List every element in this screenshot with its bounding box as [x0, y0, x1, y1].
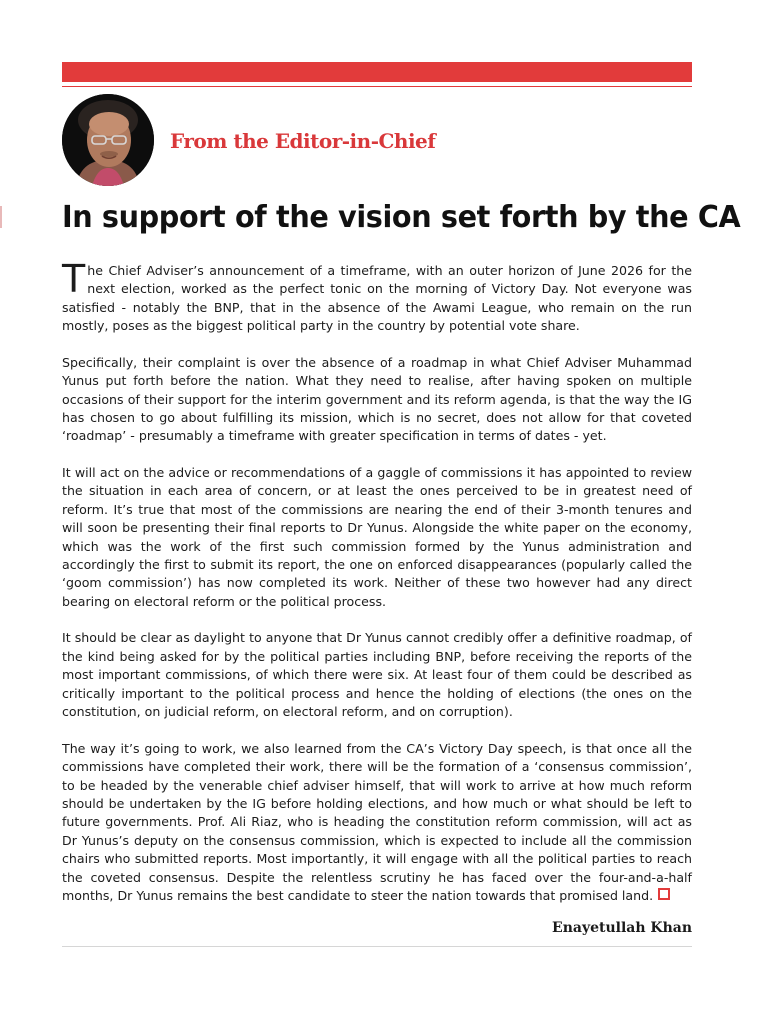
header-accent-rule [62, 86, 692, 87]
article-paragraph-4: It should be clear as daylight to anyone that Dr Yunus cannot credibly offer a definitive roadmap, of the kind being asked for by the political parties including BNP, before receiving the reports of the most important commissions, of which there were six. At least four of them could be described as critically important to the political process and hence the holding of elections (the ones on the constitution, on judicial reform, on electoral reform, and on corruption). [62, 630, 692, 720]
editor-portrait [62, 94, 154, 186]
article-paragraph-3: It will act on the advice or recommendations of a gaggle of commissions it has appointed to review the situation in each area of concern, or at least the ones perceived to be in greatest need of reform. It’s true that most of the commissions are nearing the end of their 3-month tenures and will soon be presenting their final reports to Dr Yunus. Alongside the white paper on the economy, which was the work of the first such commission formed by the Yunus administration and accordingly the first to submit its report, the one on enforced disappearances (popularly called the ‘goom commission’) has now completed its work. Neither of these two however had any direct bearing on electoral reform or the political process. [62, 465, 692, 609]
article-paragraph-5 [62, 740, 692, 906]
footer-rule [62, 946, 692, 947]
drop-cap: T [62, 257, 86, 301]
editor-portrait-illustration [62, 94, 154, 186]
article-body [62, 257, 692, 905]
article-headline: In support of the vision set forth by the CA [62, 200, 741, 235]
article-paragraph-1 [62, 257, 692, 336]
article-paragraph-2: Specifically, their complaint is over the absence of a roadmap in what Chief Adviser Muhammad Yunus put forth before the nation. What they need to realise, after having spoken on multiple occasions of their support for the interim government and its reform agenda, is that the way the IG has chosen to go about fulfilling its mission, which is no secret, does not allow for that coveted ‘roadmap’ - presumably a timeframe with greater specification in terms of dates - yet. [62, 354, 692, 444]
author-signature: Enayetullah Khan [552, 920, 692, 936]
column-label: From the Editor-in-Chief [170, 129, 436, 153]
header-accent-bar [62, 62, 692, 82]
paragraph-1-text: he Chief Adviser’s announcement of a timeframe, with an outer horizon of June 2026 for the next election, worked as the perfect tonic on the morning of Victory Day. Not everyone was satisfied - notably the BNP, that in the absence of the Awami League, who remain on the run mostly, poses as the biggest political party in the country by potential vote share. [62, 263, 692, 334]
end-of-article-square-icon [658, 888, 670, 900]
page-edge-mark [0, 206, 2, 228]
paragraph-5-text: The way it’s going to work, we also learned from the CA’s Victory Day speech, is that once all the commissions have completed their work, there will be the formation of a ‘consensus commission’, to be headed by the venerable chief adviser himself, that will work to arrive at how much reform should be undertaken by the IG before holding elections, and how much or what should be left to future governments. Prof. Ali Riaz, who is heading the constitution reform commission, will act as Dr Yunus’s deputy on the consensus commission, which is expected to include all the commission chairs who submitted reports. Most importantly, it will engage with all the political parties to reach the coveted consensus. Despite the relentless scrutiny he has faced over the four-and-a-half months, Dr Yunus remains the best candidate to steer the nation towards that promised land. [62, 740, 692, 903]
